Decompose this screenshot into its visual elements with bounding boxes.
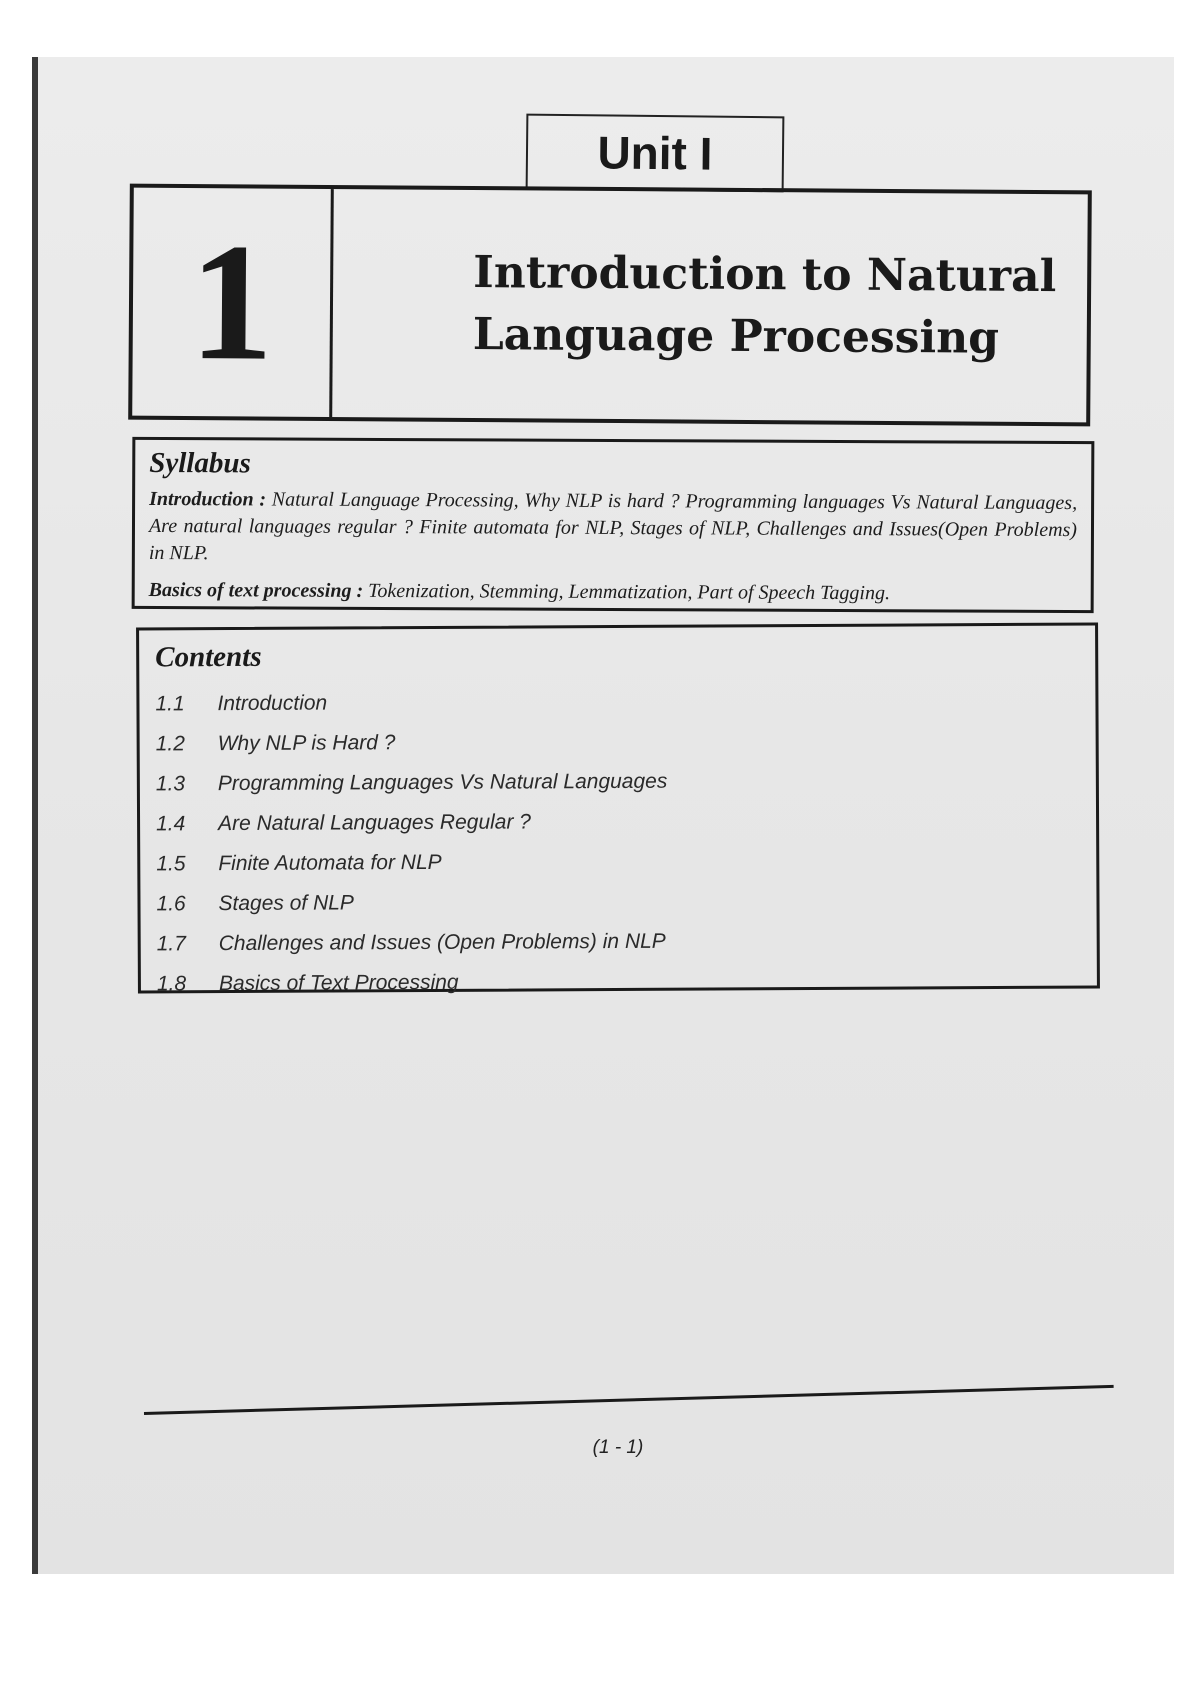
chapter-title: [473, 242, 1074, 370]
contents-item-number: 1.6: [156, 892, 186, 916]
contents-item: [156, 800, 1082, 845]
syllabus-box: [132, 437, 1095, 613]
contents-item-number: 1.7: [156, 932, 186, 956]
syllabus-intro-text: Natural Language Processing, Why NLP is hard ? Programming languages Vs Natural Languages, Are natural languages regular ? Finite automata for NLP, Stages of NLP, Challenges and Issues(Open Problems) in NLP.: [148, 488, 1078, 565]
chapter-title-line-2: Language Processing: [472, 309, 1000, 364]
chapter-header: [128, 184, 1092, 427]
contents-item: [157, 920, 1083, 965]
contents-item-title: Stages of NLP: [218, 891, 354, 916]
contents-item-title: Introduction: [217, 691, 328, 716]
contents-item-title: Finite Automata for NLP: [218, 850, 442, 876]
contents-heading: Contents: [155, 640, 262, 674]
contents-item-title: Programming Languages Vs Natural Languages: [217, 769, 668, 796]
syllabus-heading: Syllabus: [149, 446, 251, 480]
contents-item-title: Basics of Text Processing: [218, 970, 459, 996]
contents-item: [156, 760, 1082, 805]
contents-item-number: 1.2: [155, 732, 185, 756]
contents-item-number: 1.8: [156, 972, 187, 996]
contents-item-title: Are Natural Languages Regular ?: [218, 810, 532, 836]
chapter-number: 1: [188, 209, 275, 396]
contents-item-number: 1.4: [156, 812, 186, 836]
contents-item-title: Why NLP is Hard ?: [217, 731, 396, 756]
scanned-page: [32, 57, 1174, 1574]
syllabus-basics-text: Tokenization, Stemming, Lemmatization, Part of Speech Tagging.: [368, 579, 891, 605]
syllabus-introduction: [149, 486, 1077, 571]
contents-item: [157, 960, 1083, 1005]
contents-item: [156, 840, 1082, 885]
unit-label: Unit I: [526, 114, 785, 193]
syllabus-intro-label: Introduction :: [149, 487, 267, 511]
contents-item-number: 1.5: [156, 852, 186, 876]
contents-item-title: Challenges and Issues (Open Problems) in NLP: [218, 929, 666, 956]
contents-item-number: 1.1: [155, 692, 185, 716]
page-number: (1 - 1): [592, 1437, 644, 1458]
contents-list: [155, 680, 1083, 1005]
contents-item-number: 1.3: [155, 772, 186, 796]
syllabus-basics-label: Basics of text processing :: [148, 578, 364, 602]
chapter-divider: [329, 189, 334, 417]
footer-rule: [144, 1385, 1114, 1415]
contents-item: [156, 720, 1082, 765]
contents-item: [155, 680, 1081, 725]
contents-box: [136, 622, 1100, 996]
contents-item: [156, 880, 1082, 925]
chapter-title-line-1: Introduction to Natural: [473, 247, 1057, 303]
syllabus-basics: [149, 577, 1077, 608]
